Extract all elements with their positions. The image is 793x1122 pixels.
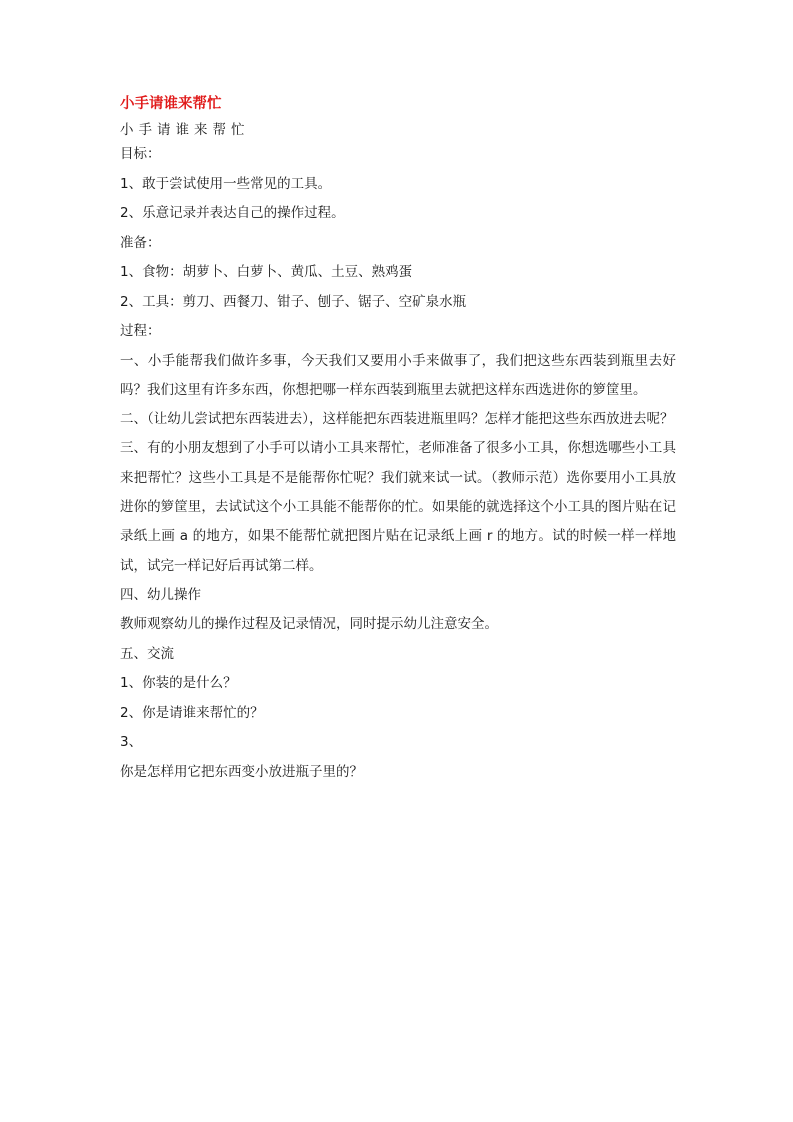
process-step-4-text: 教师观察幼儿的操作过程及记录情况，同时提示幼儿注意安全。 [120, 616, 498, 633]
process-step-3: 三、有的小朋友想到了小手可以请小工具来帮忙，老师准备了很多小工具，你想选哪些小工具来把帮忙？这些小工具是不是能帮你忙呢？我们就来试一试。（教师示范）选你要用小工具放进你的箩筐里，去试试这个小工具能不能帮你的忙。如果能的就选择这个小工具的图片贴在记录纸上画 a 的地方，如果不能帮忙就把图片贴在记录纸上画 r 的地方。试的时候一样一样地试，试完一样记好后再试第二样。 [120, 440, 676, 574]
goal-item-1: 1、敢于尝试使用一些常见的工具。 [120, 175, 332, 192]
process-step-5-heading: 五、交流 [120, 645, 174, 662]
document-title: 小手请谁来帮忙 [120, 96, 222, 112]
question-item-2: 2、你是请谁来帮忙的？ [120, 704, 264, 721]
question-item-1: 1、你装的是什么？ [120, 675, 237, 692]
prep-heading: 准备： [120, 234, 161, 251]
document-body [120, 94, 676, 787]
prep-item-1: 1、食物：胡萝卜、白萝卜、黄瓜、土豆、熟鸡蛋 [120, 264, 413, 280]
process-step-4-heading: 四、幼儿操作 [120, 586, 201, 603]
prep-item-2: 2、工具：剪刀、西餐刀、钳子、刨子、锯子、空矿泉水瓶 [120, 293, 467, 310]
question-item-3: 3、 [120, 734, 143, 751]
process-heading: 过程： [120, 323, 161, 339]
document-subtitle: 小手请谁来帮忙 [120, 122, 250, 138]
process-step-2: 二、（让幼儿尝试把东西装进去），这样能把东西装进瓶里吗？怎样才能把这些东西放进去呢？ [120, 411, 674, 428]
goal-heading: 目标： [120, 146, 161, 162]
process-step-1: 一、小手能帮我们做许多事，今天我们又要用小手来做事了，我们把这些东西装到瓶里去好吗？我们这里有许多东西，你想把哪一样东西装到瓶里去就把这样东西选进你的箩筐里。 [120, 352, 676, 398]
question-item-3-text: 你是怎样用它把东西变小放进瓶子里的？ [120, 763, 363, 780]
goal-item-2: 2、乐意记录并表达自己的操作过程。 [120, 205, 345, 221]
